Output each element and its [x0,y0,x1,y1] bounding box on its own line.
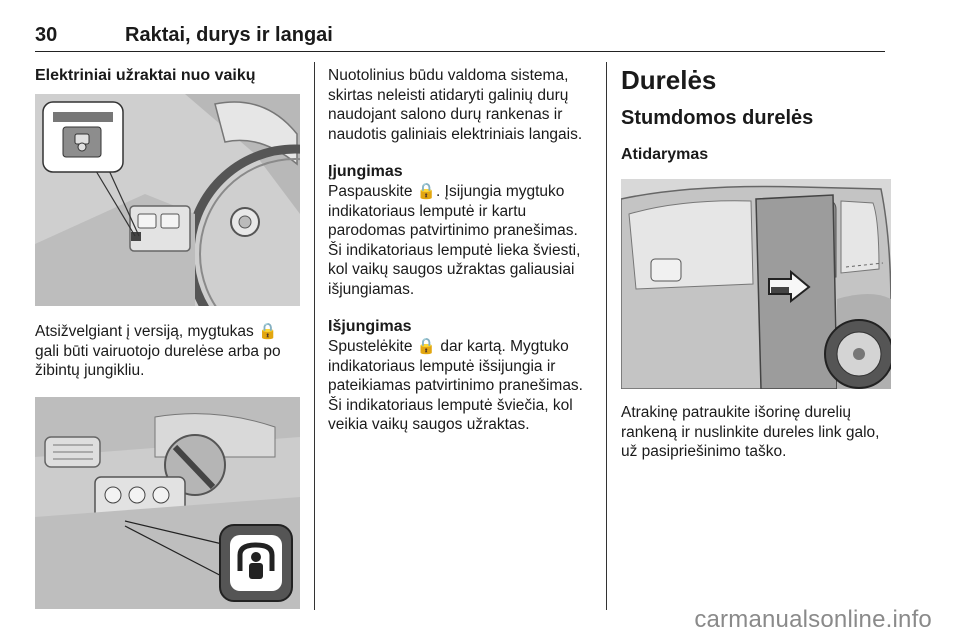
page-header [35,18,885,52]
column-divider-2 [606,62,607,610]
section-title-doors: Durelės [621,65,717,95]
chapter-title: Raktai, durys ir langai [125,24,333,46]
section-heading-sliding-doors: Stumdomos durelės [621,107,814,129]
caption-sliding-door: Atrakinę patraukite išorinę durelių rankeną ir nuslinkite dureles link galo, už pasipriešinimo taško. [621,404,880,460]
figure-sliding-door [621,179,891,389]
figure-light-switch-panel [35,397,300,609]
column-1 [35,62,300,609]
heading-deactivation: Išjungimas [328,318,412,335]
section-heading-child-locks: Elektriniai užraktai nuo vaikų [35,67,256,84]
caption-button-location: Atsižvelgiant į versiją, mygtukas 🔒 gali būti vairuotojo durelėse arba po žibintų jungikliu. [35,323,281,379]
figure-driver-door-switch [35,94,300,306]
heading-activation: Įjungimas [328,163,403,180]
activation-paragraph: Paspauskite 🔒. Įsijungia mygtuko indikatoriaus lemputė ir kartu parodomas patvirtinimo pranešimas. Ši indikatoriaus lemputė lieka šviesti, kol vaikų saugos užraktas galiausiai išjungiamas. [328,183,581,298]
deactivation-paragraph: Spustelėkite 🔒 dar kartą. Mygtuko indikatoriaus lemputė išsijungia ir pateikiamas patvirtinimo pranešimas. Ši indikatoriaus lemputė šviečia, kol veikia vaikų saugos užraktas. [328,338,583,433]
watermark: carmanualsonline.info [694,606,932,633]
column-2 [328,62,592,435]
intro-paragraph: Nuotolinius būdu valdoma sistema, skirtas neleisti atidaryti galinių durų naudojant salono durų rankenas ir naudotis galiniais elektriniais langais. [328,67,583,143]
page-number: 30 [35,24,58,46]
subsection-heading-opening: Atidarymas [621,146,709,163]
column-3 [621,62,891,462]
column-divider-1 [314,62,315,610]
